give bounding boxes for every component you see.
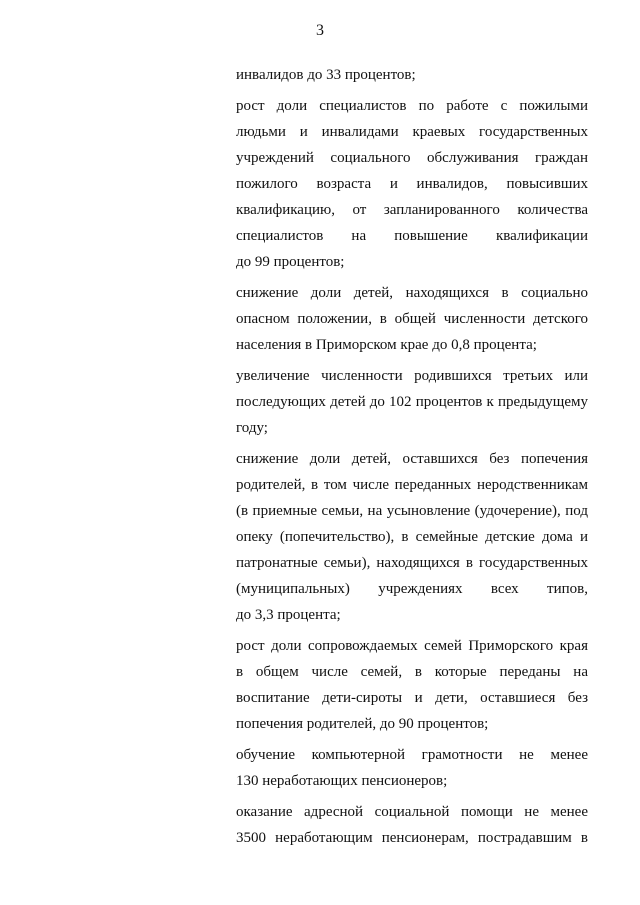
text-line: специалистов на повышение квалификации [236, 228, 588, 244]
paragraph [236, 363, 588, 441]
paragraph [236, 633, 588, 737]
paragraph [236, 93, 588, 275]
text-line: в общем числе семей, в которые переданы на [236, 664, 588, 680]
paragraph [236, 280, 588, 358]
text-line: 130 неработающих пенсионеров; [236, 773, 448, 789]
text-line: последующих детей до 102 процентов к предыдущему [236, 394, 588, 410]
text-line: квалификацию, от запланированного количества [236, 202, 588, 218]
text-line: учреждений социального обслуживания граждан [236, 150, 588, 166]
text-line: снижение доли детей, находящихся в социально [236, 285, 588, 301]
paragraph [236, 446, 588, 628]
text-line: году; [236, 420, 268, 436]
text-line: 3500 неработающим пенсионерам, пострадавшим в [236, 830, 588, 846]
text-line: снижение доли детей, оставшихся без попечения [236, 451, 588, 467]
document-body [236, 62, 588, 851]
text-line: оказание адресной социальной помощи не менее [236, 804, 588, 820]
text-line: рост доли сопровождаемых семей Приморского края [236, 638, 588, 654]
text-line: опасном положении, в общей численности детского [236, 311, 588, 327]
text-line: патронатные семьи), находящихся в государственных [236, 555, 588, 571]
text-line: рост доли специалистов по работе с пожилыми [236, 98, 588, 114]
text-line: воспитание дети-сироты и дети, оставшиеся без [236, 690, 588, 706]
text-line: инвалидов до 33 процентов; [236, 67, 416, 83]
page-number: 3 [316, 22, 324, 39]
text-line: пожилого возраста и инвалидов, повысивших [236, 176, 588, 192]
text-line: до 3,3 процента; [236, 607, 341, 623]
paragraph [236, 62, 588, 88]
paragraph [236, 742, 588, 794]
text-line: населения в Приморском крае до 0,8 процента; [236, 337, 537, 353]
text-line: увеличение численности родившихся третьих или [236, 368, 588, 384]
text-line: опеку (попечительство), в семейные детские дома и [236, 529, 588, 545]
paragraph [236, 799, 588, 851]
text-line: (в приемные семьи, на усыновление (удочерение), под [236, 503, 588, 519]
text-line: людьми и инвалидами краевых государственных [236, 124, 588, 140]
text-line: попечения родителей, до 90 процентов; [236, 716, 489, 732]
text-line: (муниципальных) учреждениях всех типов, [236, 581, 588, 597]
text-line: до 99 процентов; [236, 254, 345, 270]
text-line: родителей, в том числе переданных неродственникам [236, 477, 588, 493]
text-line: обучение компьютерной грамотности не менее [236, 747, 588, 763]
